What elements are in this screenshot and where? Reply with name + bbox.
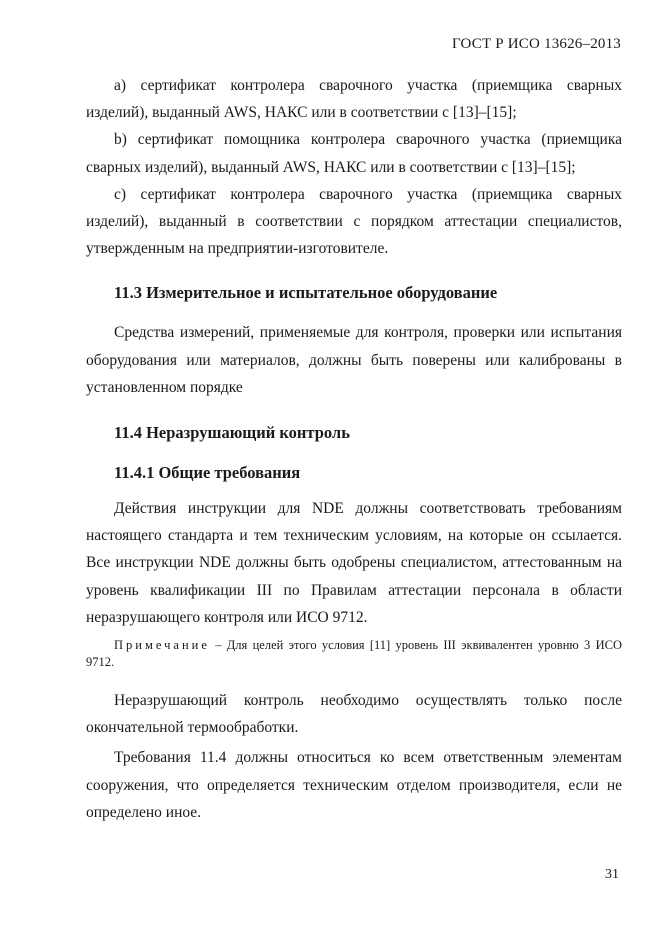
note-text: – Для целей этого условия [11] уровень III эквивалентен уровню 3 ИСО 9712. bbox=[86, 638, 622, 670]
section-11-3-paragraph: Средства измерений, применяемые для контроля, проверки или испытания оборудования или материалов, должны быть поверены или калиброваны в установленном порядке bbox=[86, 324, 622, 396]
note bbox=[86, 637, 622, 671]
section-11-4-1-heading: 11.4.1 Общие требования bbox=[114, 463, 301, 483]
page-number: 31 bbox=[605, 867, 619, 882]
note-label: Примечание bbox=[114, 638, 210, 653]
section-11-4-heading: 11.4 Неразрушающий контроль bbox=[114, 423, 350, 443]
list-item-c: с) сертификат контролера сварочного участка (приемщика сварных изделий), выданный в соответствии с порядком аттестации специалистов, утвержденным на предприятии-изготовителе. bbox=[86, 185, 622, 258]
section-11-4-1-paragraph: Действия инструкции для NDE должны соответствовать требованиям настоящего стандарта и тем техническим условиям, на которые он ссылается. Все инструкции NDE должны быть одобрены специалистом, аттестованным на уровень квалификации III по Правилам аттестации персонала в области неразрушающего контроля или ИСО 9712. bbox=[86, 500, 622, 626]
list-item-b: b) сертификат помощника контролера сварочного участка (приемщика сварных изделий), выданный AWS, НАКС или в соответствии с [13]–[15]; bbox=[86, 131, 622, 176]
list-item-a: а) сертификат контролера сварочного участка (приемщика сварных изделий), выданный AWS, НАКС или в соответствии с [13]–[15]; bbox=[86, 77, 622, 122]
page-header-standard: ГОСТ Р ИСО 13626–2013 bbox=[452, 36, 621, 52]
section-11-4-1-paragraph-2: Неразрушающий контроль необходимо осуществлять только после окончательной термообработки. bbox=[86, 692, 622, 737]
section-11-3-heading: 11.3 Измерительное и испытательное оборудование bbox=[114, 283, 498, 303]
section-11-4-1-paragraph-3: Требования 11.4 должны относиться ко всем ответственным элементам сооружения, что определяется техническим отделом производителя, если не определено иное. bbox=[86, 749, 622, 821]
page-content bbox=[86, 72, 622, 826]
